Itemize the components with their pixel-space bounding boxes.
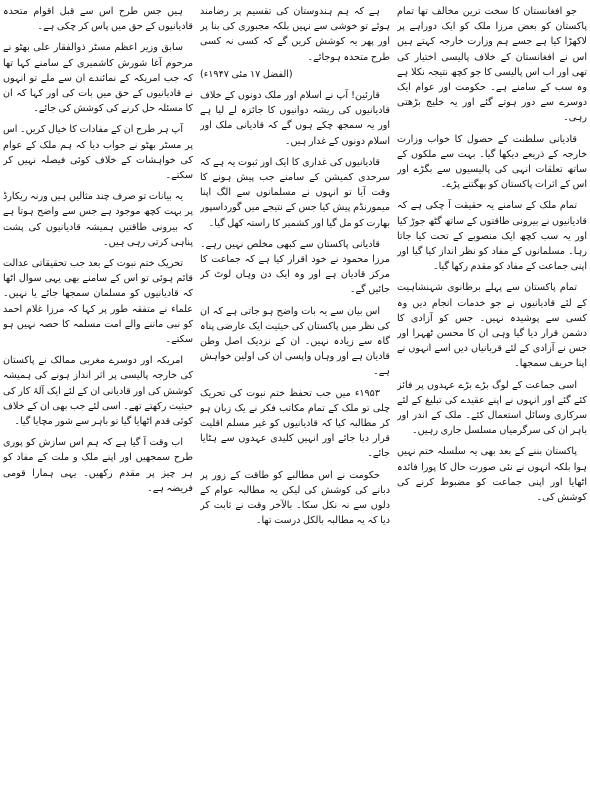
paragraph: قادیانیوں کی غداری کا ایک اور ثبوت یہ ہے کہ سرحدی کمیشن کے سامنے جب پیش ہونے کا وقت آیا تو انہوں نے مسلمانوں سے الگ اپنا میمورنڈم پیش کیا جس کے نتیجے میں گورداسپور بھارت کو مل گیا اور کشمیر کا راستہ کھل گیا۔ [200,156,390,229]
paragraph: حکومت نے اس مطالبے کو طاقت کے زور پر دبانے کی کوشش کی لیکن یہ مطالبہ عوام کے دلوں سے نہ نکل سکا۔ بالآخر وقت نے ثابت کر دیا کہ یہ مطالبہ بالکل درست تھا۔ [200,469,390,527]
paragraph: ۱۹۵۳ء میں جب تحفظ ختم نبوت کی تحریک چلی تو ملک کے تمام مکاتب فکر نے یک زبان ہو کر مطالبہ کیا کہ قادیانیوں کو غیر مسلم اقلیت قرار دیا جائے اور انہیں کلیدی عہدوں سے ہٹایا جائے۔ [200,387,390,460]
paragraph: پاکستان بننے کے بعد بھی یہ سلسلہ ختم نہیں ہوا بلکہ انہوں نے نئی صورت حال کا پورا فائدہ اٹھایا اور اپنی جماعت کو مضبوط کرنے کی کوشش کی۔ [397,446,587,504]
paragraph: تحریک ختم نبوت کے بعد جب تحقیقاتی عدالت قائم ہوئی تو اس کے سامنے بھی یہی سوال اٹھا کہ قادیانیوں کو مسلمان سمجھا جائے یا نہیں۔ علماء نے متفقہ طور پر کہا کہ مرزا غلام احمد کو نبی ماننے والے امت مسلمہ کا حصہ نہیں ہو سکتے۔ [3,258,193,346]
paragraph: جو افغانستان کا سخت ترین مخالف تھا تمام پاکستان کو بعض مرزا ملک کو ایک دوراہے پر لاکھڑا کیا ہے جسے ہم وزارت خارجہ کہتے ہیں اس نے افغانستان کے خلاف پالیسی اختیار کی تھی اور اب اس پالیسی کا جو کچھ نتیجہ نکلا ہے وہ سب کے سامنے ہے۔ حکومت اور عوام ایک دوسرے سے دور ہوتے گئے اور یہ خلیج بڑھتی رہی۔ [397,6,587,124]
paragraph: اس بیان سے یہ بات واضح ہو جاتی ہے کہ ان کی نظر میں پاکستان کی حیثیت ایک عارضی پناہ گاہ سے زیادہ نہیں۔ ان کے نزدیک اصل وطن قادیان ہے اور وہاں واپسی ان کی اولین خواہش ہے۔ [200,305,390,378]
paragraph: اسی جماعت کے لوگ بڑے بڑے عہدوں پر فائز کئے گئے اور انہوں نے اپنے عقیدے کی تبلیغ کے لئے سرکاری وسائل استعمال کئے۔ ملک کے اندر اور باہر ان کی سرگرمیاں مسلسل جاری رہیں۔ [397,379,587,437]
column-right [397,4,587,802]
paragraph: ہے کہ ہم ہندوستان کی تقسیم پر رضامند ہوئے تو خوشی سے نہیں بلکہ مجبوری کی بنا پر اور پھر یہ کوشش کریں گے کہ کسی نہ کسی طرح متحدہ ہوجائے۔ [200,6,390,63]
paragraph: قارئین! آپ نے اسلام اور ملک دونوں کے خلاف قادیانیوں کی ریشہ دوانیوں کا جائزہ لے لیا ہے اور یہ سمجھ چکے ہوں گے کہ قادیانی ملک اور اسلام دونوں کے غدار ہیں۔ [200,90,390,147]
paragraph: قادیانی پاکستان سے کبھی مخلص نہیں رہے۔ مرزا محمود نے خود اقرار کیا ہے کہ جماعت کا مرکز قادیان ہے اور وہ ایک دن وہاں لوٹ کر جائیں گے۔ [200,238,390,296]
paragraph: قادیانی سلطنت کے حصول کا خواب وزارت خارجہ کے ذریعے دیکھا گیا۔ بہت سے ملکوں کے ساتھ تعلقات انہی کی پالیسیوں سے بگڑے اور اس کے اثرات پاکستان کو بھگتنے پڑے۔ [397,133,587,191]
paragraph: (الفضل ۱۷ مئی ۱۹۴۷ء) [200,68,293,80]
paragraph: اب وقت آ گیا ہے کہ ہم اس سازش کو پوری طرح سمجھیں اور اپنے ملک و ملت کے مفاد کو ہر چیز پر مقدم رکھیں۔ یہی ہمارا قومی فریضہ ہے۔ [3,437,193,494]
paragraph: سابق وزیر اعظم مسٹر ذوالفقار علی بھٹو نے مرحوم آغا شورش کاشمیری کے سامنے کہا تھا کہ جب امریکہ کے نمائندے ان سے ملے تو انہوں نے قادیانیوں کے حق میں بات کی اور کہا کہ ان کا مسئلہ حل کرنے کی کوشش کی جائے۔ [3,42,193,115]
column-left [3,4,193,802]
column-middle [200,4,390,802]
paragraph: یہ بیانات تو صرف چند مثالیں ہیں ورنہ ریکارڈ پر بہت کچھ موجود ہے جس سے واضح ہوتا ہے کہ بیرونی طاقتیں ہمیشہ قادیانیوں کی پشت پناہی کرتی رہی ہیں۔ [3,191,193,248]
paragraph: امریکہ اور دوسرے مغربی ممالک نے پاکستان کی خارجہ پالیسی پر اثر انداز ہونے کی ہمیشہ کوشش کی اور قادیانی ان کے لئے ایک آلۂ کار کی حیثیت رکھتے تھے۔ اسی لئے جب بھی ان کے خلاف کوئی قدم اٹھایا گیا تو باہر سے شور مچایا گیا۔ [3,355,193,428]
paragraph: تمام پاکستان سے پہلے برطانوی شہنشاہیت کے لئے قادیانیوں نے جو خدمات انجام دیں وہ کسی سے پوشیدہ نہیں۔ جس کو آزادی کا دشمن قرار دیا گیا وہی ان کا محسن ٹھہرا اور جس نے آزادی کے لئے قربانیاں دیں اسے انہوں نے اپنا حریف سمجھا۔ [397,282,587,370]
paragraph: ہیں جس طرح اس سے قبل اقوام متحدہ قادیانیوں کے حق میں پاس کر چکی ہے۔ [3,6,193,33]
paragraph: آپ ہر طرح ان کے مفادات کا خیال کریں۔ اس پر مسٹر بھٹو نے جواب دیا کہ ہم ملک کے عوام کی خواہشات کے خلاف کوئی فیصلہ نہیں کر سکتے۔ [3,124,193,182]
paragraph: تمام ملک کے سامنے یہ حقیقت آ چکی ہے کہ قادیانیوں نے بیرونی طاقتوں کے ساتھ گٹھ جوڑ کیا اور یہ سب کچھ ایک منصوبے کے تحت کیا جاتا رہا۔ مسلمانوں کے مفاد کو نظر انداز کیا گیا اور اپنی جماعت کے مفاد کو مقدم رکھا گیا۔ [397,200,587,273]
